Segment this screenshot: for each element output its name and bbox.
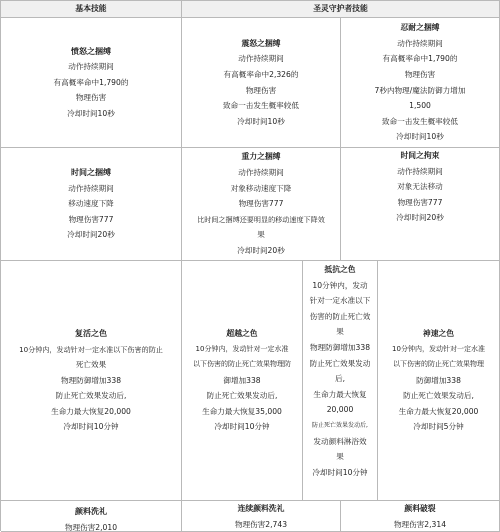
skill-title: 时间之捆缚 (71, 168, 111, 178)
skill-line: 以下伤害的防止死亡效果物理防 (193, 360, 291, 369)
skill-line: 动作持续期间 (397, 166, 443, 176)
skill-line: 物理伤害 (245, 85, 277, 95)
row3-guardian3-cell (378, 261, 500, 501)
skill-line: 7秒内物理/魔法防御力增加 (374, 85, 466, 95)
skill-line: 防止死亡效果发动后, (403, 391, 474, 401)
skill-line: 防止死亡效果发动后, (55, 391, 127, 401)
header-basic-skill (1, 1, 182, 18)
skill-line: 比时间之捆缚还要明显的移动速度下降效 (197, 214, 325, 224)
skill-line: 防止死亡效果发动后, (312, 421, 368, 429)
skill-line: 动作持续期间 (238, 54, 284, 64)
skill-line: 物理防御增加338 (309, 342, 371, 352)
skill-line: 生命力最大恢复35,000 (202, 406, 282, 416)
skill-line: 20,000 (326, 405, 354, 415)
row2-guardian1-cell (182, 148, 341, 261)
row4-guardian1-cell (182, 501, 341, 532)
skill-line: 物理伤害2,743 (234, 519, 288, 529)
skill-line: 发动颜料淋浴效 (313, 436, 367, 446)
skill-line: 10分钟内，发动针对一定水准 (195, 344, 289, 353)
skill-line: 冷却时间10分钟 (312, 467, 368, 477)
row1-basic-cell (1, 18, 182, 148)
skill-line: 防止死亡效果发动 (309, 358, 371, 368)
skill-line: 冷却时间10秒 (396, 132, 444, 142)
skill-line: 冷却时间20秒 (67, 230, 115, 240)
row2-guardian2-cell (341, 148, 500, 261)
skill-title: 时间之拘束 (400, 151, 440, 160)
header-guardian-skill (182, 1, 500, 18)
row1-guardian2-cell (341, 18, 500, 148)
skill-line: 有高概率命中1,790的 (53, 77, 129, 87)
skill-line: 移动速度下降 (68, 199, 114, 209)
skill-title: 神速之色 (422, 328, 455, 338)
header-basic-label: 基本技能 (75, 4, 107, 14)
skill-line: 生命力最大恢复 (313, 389, 367, 399)
skill-line: 果 (336, 327, 344, 337)
header-guardian-label: 圣灵守护者技能 (313, 4, 368, 14)
skill-title: 震怒之捆缚 (241, 38, 281, 48)
skill-title: 复活之色 (75, 328, 107, 338)
skill-line: 冷却时间10分钟 (214, 422, 270, 432)
skill-line: 冷却时间10秒 (237, 116, 285, 126)
row3-guardian1-cell (182, 261, 303, 501)
skill-line: 果 (257, 230, 265, 240)
row4-guardian2-cell (341, 501, 500, 532)
skill-line: 死亡效果 (75, 360, 107, 370)
skill-line: 有高概率命中2,326的 (223, 69, 299, 79)
skill-line: 物理伤害2,314 (393, 519, 447, 529)
skill-line: 冷却时间10秒 (67, 108, 115, 118)
skill-line: 物理伤害2,010 (64, 522, 118, 532)
row3-guardian2-cell (303, 261, 378, 501)
skill-line: 御增加338 (223, 375, 261, 385)
skill-line: 冷却时间10分钟 (63, 422, 119, 432)
skill-line: 物理伤害 (404, 69, 436, 79)
skill-line: 物理伤害 (75, 93, 107, 103)
skill-title: 抵抗之色 (324, 265, 356, 274)
skill-line: 冷却时间20秒 (237, 245, 285, 255)
skill-line: 动作持续期间 (238, 168, 284, 178)
skill-title: 连续颜料洗礼 (237, 504, 285, 513)
skill-title: 颜料破裂 (404, 504, 436, 513)
skill-title: 愤怒之捆缚 (71, 46, 111, 56)
skill-line: 生命力最大恢复20,000 (51, 406, 131, 416)
skill-line: 物理伤害777 (397, 197, 443, 207)
skill-line: 针对一定水准以下 (309, 296, 371, 306)
row4-basic-cell (1, 501, 182, 532)
skill-line: 冷却时间5分钟 (413, 422, 464, 432)
skill-line: 以下伤害的防止死亡效果物理 (393, 360, 484, 369)
skill-line: 致命一击发生概率较低 (382, 116, 458, 126)
skill-line: 致命一击发生概率较低 (223, 101, 299, 111)
skill-line: 后, (334, 374, 345, 384)
skill-line: 防御增加338 (416, 375, 461, 385)
row3-basic-cell (1, 261, 182, 501)
skill-line: 10分钟内，发动针对一定水准 (392, 344, 485, 353)
skill-line: 10分钟内，发动 (312, 280, 368, 290)
skill-line: 1,500 (409, 101, 431, 111)
skill-title: 超越之色 (226, 328, 258, 338)
skill-title: 忍耐之捆缚 (400, 23, 440, 33)
skill-line: 10分钟内，发动针对一定水准以下伤害的防止 (19, 344, 163, 354)
skill-line: 动作持续期间 (68, 62, 114, 72)
skill-line: 生命力最大恢复20,000 (398, 406, 479, 416)
skill-line: 物理防御增加338 (60, 375, 122, 385)
skill-line: 物理伤害777 (68, 214, 114, 224)
skill-line: 冷却时间20秒 (396, 213, 444, 223)
skill-line: 动作持续期间 (68, 183, 114, 193)
skill-line: 防止死亡效果发动后, (206, 391, 278, 401)
skill-line: 果 (336, 452, 344, 462)
skill-line: 对象无法移动 (397, 182, 443, 192)
skill-line: 对象移动速度下降 (230, 183, 292, 193)
skill-line: 动作持续期间 (397, 38, 443, 48)
row2-basic-cell (1, 148, 182, 261)
skill-line: 有高概率命中1,790的 (382, 54, 458, 64)
skill-line: 物理伤害777 (238, 199, 284, 209)
row1-guardian1-cell (182, 18, 341, 148)
skill-title: 重力之捆缚 (241, 152, 281, 162)
skill-title: 颜料洗礼 (75, 507, 107, 516)
skill-line: 伤害的防止死亡效 (309, 311, 371, 321)
